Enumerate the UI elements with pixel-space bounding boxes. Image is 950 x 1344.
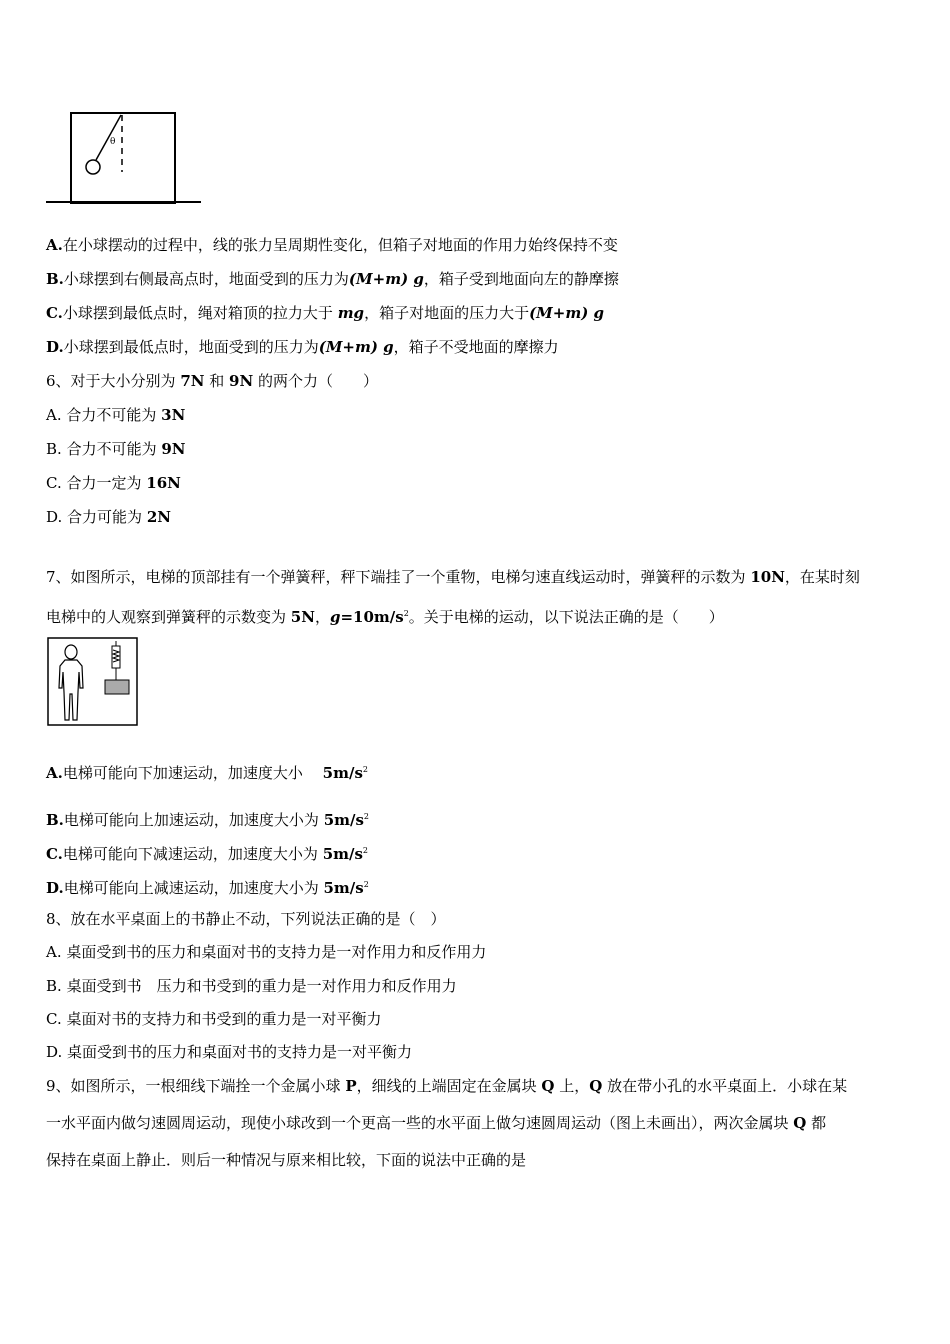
pendulum-ball	[86, 160, 100, 174]
pendulum-string	[96, 115, 121, 160]
q7-option-a[interactable]: A.电梯可能向下加速运动，加速度大小 $5m/s^2$	[46, 764, 368, 782]
q9-stem-line1: 9、如图所示，一根细线下端拴一个金属小球 P，细线的上端固定在金属块 Q 上，Q 放在带小孔的水平桌面上．小球在某	[46, 1077, 848, 1095]
q8-stem: 8、放在水平桌面上的书静止不动，下列说法正确的是（ ）	[46, 910, 446, 928]
q9-stem-line3: 保持在桌面上静止．则后一种情况与原来相比较，下面的说法中正确的是	[46, 1151, 527, 1169]
q8-option-b[interactable]: B. 桌面受到书 压力和书受到的重力是一对作用力和反作用力	[46, 977, 457, 995]
pendulum-box-figure	[46, 110, 206, 210]
q8-option-d[interactable]: D. 桌面受到书的压力和桌面对书的支持力是一对平衡力	[46, 1043, 413, 1061]
q5-option-d[interactable]: D.小球摆到最低点时，地面受到的压力为(M+m) g，箱子不受地面的摩擦力	[46, 338, 559, 356]
q7-stem-line2: 电梯中的人观察到弹簧秤的示数变为 5N，$g=10m/s^2$。关于电梯的运动，以下说法正确的是（ ）	[46, 608, 724, 626]
q8-option-a[interactable]: A. 桌面受到书的压力和桌面对书的支持力是一对作用力和反作用力	[46, 943, 487, 961]
q7-option-c[interactable]: C.电梯可能向下减速运动，加速度大小为 $5m/s^2$	[46, 845, 369, 863]
q6-option-b[interactable]: B. 合力不可能为 9N	[46, 440, 186, 458]
q6-option-c[interactable]: C. 合力一定为 16N	[46, 474, 181, 492]
q5-option-a[interactable]: A.在小球摆动的过程中，线的张力呈周期性变化，但箱子对地面的作用力始终保持不变	[46, 236, 618, 254]
person-silhouette	[59, 645, 83, 720]
q6-stem: 6、对于大小分别为 7N 和 9N 的两个力（ ）	[46, 372, 378, 390]
q7-stem-line1: 7、如图所示，电梯的顶部挂有一个弹簧秤，秤下端挂了一个重物，电梯匀速直线运动时，弹簧秤的示数为 10N，在某时刻	[46, 568, 860, 586]
q5-option-c[interactable]: C.小球摆到最低点时，绳对箱顶的拉力大于 mg，箱子对地面的压力大于(M+m) g	[46, 304, 605, 322]
q6-option-d[interactable]: D. 合力可能为 2N	[46, 508, 171, 526]
q5-option-b[interactable]: B.小球摆到右侧最高点时，地面受到的压力为(M+m) g，箱子受到地面向左的静摩擦	[46, 270, 619, 288]
elevator-figure	[46, 636, 140, 728]
spring-scale	[105, 641, 129, 694]
theta-label: θ	[110, 137, 116, 147]
q8-option-c[interactable]: C. 桌面对书的支持力和书受到的重力是一对平衡力	[46, 1010, 382, 1028]
q6-option-a[interactable]: A. 合力不可能为 3N	[46, 406, 186, 424]
q7-option-d[interactable]: D.电梯可能向上减速运动，加速度大小为 $5m/s^2$	[46, 879, 369, 897]
hanging-weight	[105, 680, 129, 694]
box-outline	[71, 113, 175, 203]
q7-option-b[interactable]: B.电梯可能向上加速运动，加速度大小为 $5m/s^2$	[46, 811, 370, 829]
q9-stem-line2: 一水平面内做匀速圆周运动，现使小球改到一个更高一些的水平面上做匀速圆周运动（图上未画出），两次金属块 Q 都	[46, 1114, 827, 1132]
